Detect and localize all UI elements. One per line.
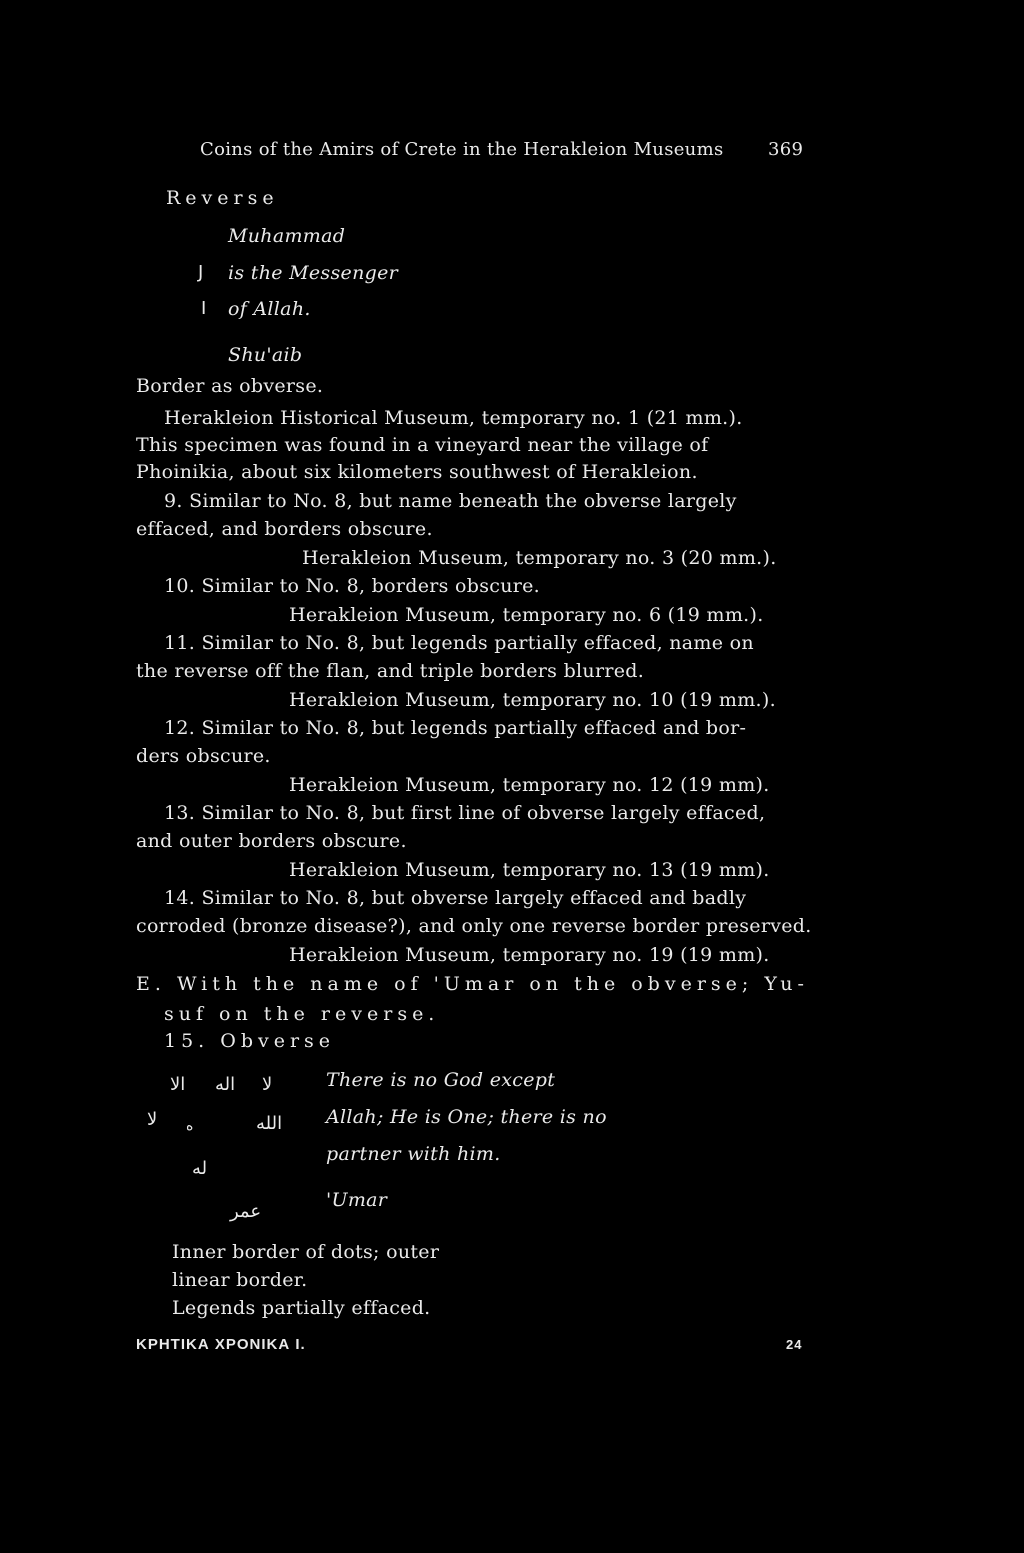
museum-line-10: Herakleion Museum, temporary no. 6 (19 mm.). <box>289 604 764 626</box>
obverse-arabic-r2-hu: ه <box>186 1118 194 1134</box>
item-13-line-2: and outer borders obscure. <box>136 830 407 852</box>
museum-line-11: Herakleion Museum, temporary no. 10 (19 mm.). <box>289 689 776 711</box>
item-14-line-1: 14. Similar to No. 8, but obverse largely effaced and badly <box>164 887 747 909</box>
item-9-line-2: effaced, and borders obscure. <box>136 518 433 540</box>
item-10-line: 10. Similar to No. 8, borders obscure. <box>164 575 541 597</box>
section-e-line-1: E. With the name of 'Umar on the obverse; Yu- <box>136 973 809 995</box>
museum-line-9: Herakleion Museum, temporary no. 3 (20 mm.). <box>302 547 777 569</box>
item-12-line-2: ders obscure. <box>136 745 271 767</box>
reverse-translation-line-2: is the Messenger <box>228 262 398 284</box>
footer-journal-title: ΚΡΗΤΙΚΑ ΧΡΟΝΙΚΑ I. <box>136 1336 306 1353</box>
museum-line-12: Herakleion Museum, temporary no. 12 (19 mm). <box>289 774 770 796</box>
reverse-translation-line-1: Muhammad <box>228 225 346 247</box>
reverse-arabic-line-2: J <box>198 262 204 283</box>
obverse-translation-line-2: Allah; He is One; there is no <box>326 1106 607 1128</box>
obverse-translation-line-1: There is no God except <box>326 1069 556 1091</box>
item-11-line-1: 11. Similar to No. 8, but legends partially effaced, name on <box>164 632 754 654</box>
find-line-2: Phoinikia, about six kilometers southwest of Herakleion. <box>136 461 698 483</box>
obverse-note-line-1: Inner border of dots; outer <box>172 1241 440 1263</box>
obverse-arabic-r1-ilah: اله <box>215 1074 236 1095</box>
obverse-arabic-r3-lahu: له <box>192 1158 208 1179</box>
obverse-translation-line-4: 'Umar <box>326 1189 388 1211</box>
obverse-arabic-r2-allah: الله <box>256 1113 283 1134</box>
obverse-translation-line-3: partner with him. <box>326 1143 501 1165</box>
obverse-arabic-r4-umar: عمر <box>230 1201 262 1222</box>
obverse-arabic-r2-la: لا <box>147 1109 158 1130</box>
item-11-line-2: the reverse off the flan, and triple borders blurred. <box>136 660 645 682</box>
footer-signature-mark: 24 <box>786 1337 803 1352</box>
section-e-line-2: suf on the reverse. <box>164 1003 440 1025</box>
item-9-line-1: 9. Similar to No. 8, but name beneath the obverse largely <box>164 490 737 512</box>
item-14-line-2: corroded (bronze disease?), and only one reverse border preserved. <box>136 915 812 937</box>
page-number: 369 <box>768 139 804 160</box>
obverse-arabic-r1-illa: الا <box>170 1074 186 1095</box>
museum-line-13: Herakleion Museum, temporary no. 13 (19 mm). <box>289 859 770 881</box>
item-13-line-1: 13. Similar to No. 8, but first line of obverse largely effaced, <box>164 802 766 824</box>
reverse-heading: Reverse <box>166 187 279 209</box>
reverse-translation-line-4: Shu'aib <box>228 344 303 366</box>
obverse-arabic-r1-la: لا <box>262 1074 273 1095</box>
obverse-note-line-2: linear border. <box>172 1269 308 1291</box>
item-12-line-1: 12. Similar to No. 8, but legends partially effaced and bor- <box>164 717 747 739</box>
find-line-1: This specimen was found in a vineyard near the village of <box>136 434 709 456</box>
border-line: Border as obverse. <box>136 375 324 397</box>
item-15-heading: 15. Obverse <box>164 1030 336 1052</box>
museum-line-8: Herakleion Historical Museum, temporary no. 1 (21 mm.). <box>164 407 743 429</box>
reverse-translation-line-3: of Allah. <box>228 298 311 320</box>
museum-line-14: Herakleion Museum, temporary no. 19 (19 mm). <box>289 944 770 966</box>
reverse-arabic-line-3: I <box>201 298 207 319</box>
running-title: Coins of the Amirs of Crete in the Herakleion Museums <box>200 139 724 160</box>
obverse-note-line-3: Legends partially effaced. <box>172 1297 431 1319</box>
